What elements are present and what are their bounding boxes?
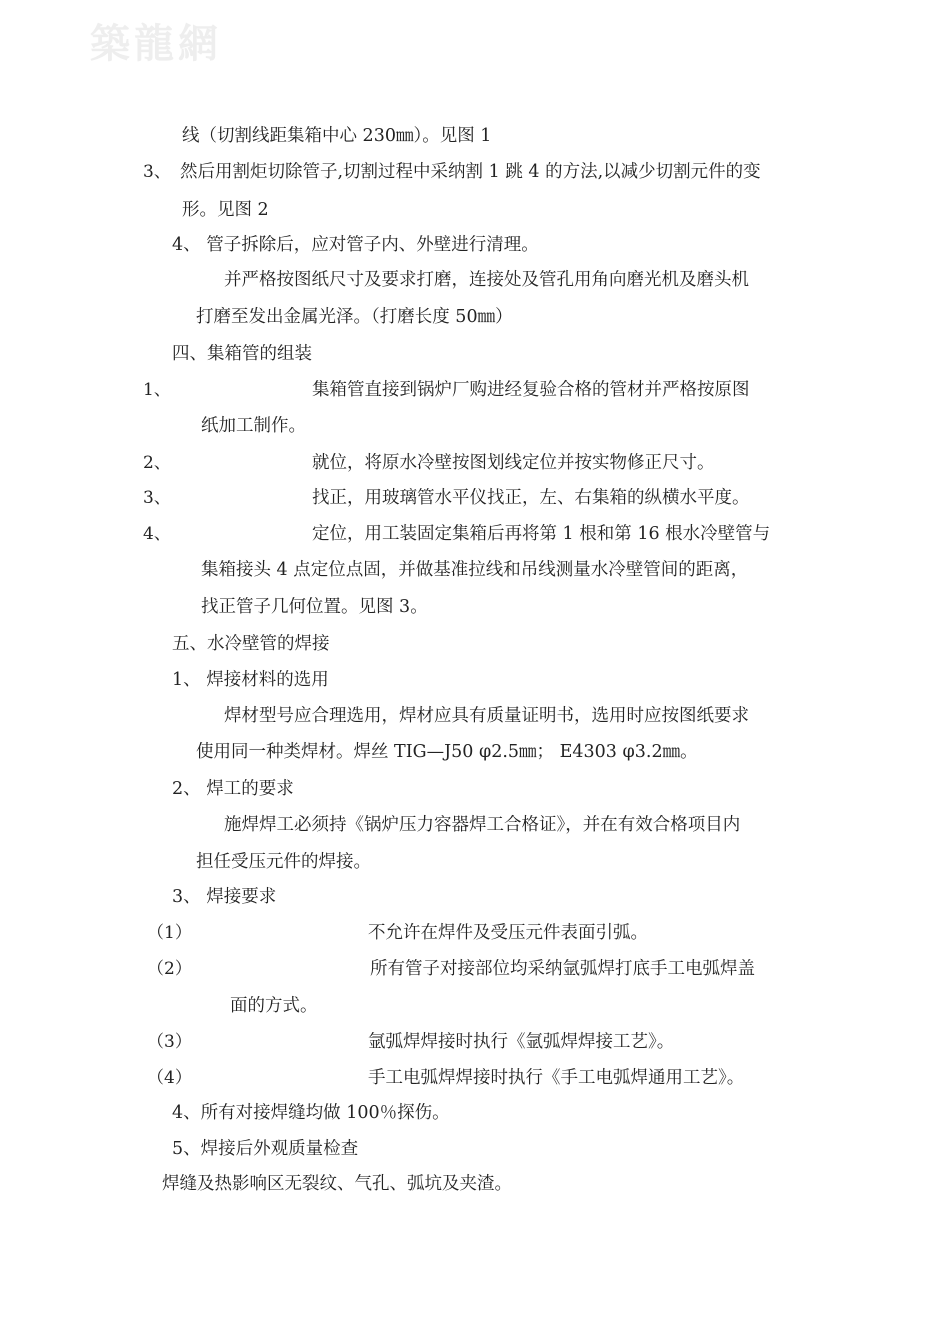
text-line: 4、所有对接焊缝均做 100％探伤。 (172, 1103, 450, 1123)
list-number: （1） (147, 923, 192, 943)
text-line: 打磨至发出金属光泽。（打磨长度 50㎜） (196, 307, 513, 327)
text-line: 焊材型号应合理选用，焊材应具有质量证明书，选用时应按图纸要求 (224, 706, 749, 726)
text-line: 面的方式。 (230, 996, 318, 1016)
text-line: 担任受压元件的焊接。 (196, 852, 371, 872)
list-number: 1、 (143, 380, 171, 400)
text-line: 找正管子几何位置。见图 3。 (201, 597, 428, 617)
text-line: 定位，用工装固定集箱后再将第 1 根和第 16 根水冷壁管与 (312, 524, 771, 544)
list-number: （4） (147, 1068, 192, 1088)
text-line: 手工电弧焊焊接时执行《手工电弧焊通用工艺》。 (368, 1068, 745, 1088)
list-number: 2、 (143, 453, 171, 473)
text-line: 施焊焊工必须持《锅炉压力容器焊工合格证》，并在有效合格项目内 (224, 815, 741, 835)
text-line: 集箱管直接到锅炉厂购进经复验合格的管材并严格按原图 (312, 380, 750, 400)
text-line: 找正，用玻璃管水平仪找正，左、右集箱的纵横水平度。 (312, 488, 750, 508)
text-line: 4、 管子拆除后，应对管子内、外壁进行清理。 (172, 235, 539, 255)
text-line: 就位，将原水冷壁按图划线定位并按实物修正尺寸。 (312, 453, 715, 473)
watermark-logo: 築龍網 (90, 20, 222, 67)
text-line: 5、焊接后外观质量检查 (172, 1139, 359, 1159)
subsection-heading: 3、 焊接要求 (172, 887, 277, 907)
text-line: 氩弧焊焊接时执行《氩弧焊焊接工艺》。 (368, 1032, 675, 1052)
subsection-heading: 2、 焊工的要求 (172, 779, 294, 799)
text-line: 并严格按图纸尺寸及要求打磨，连接处及管孔用角向磨光机及磨头机 (224, 270, 749, 290)
text-line: 使用同一种类焊材。焊丝 TIG—J50 φ2.5㎜； E4303 φ3.2㎜。 (196, 742, 698, 762)
section-heading: 四、集箱管的组装 (172, 344, 312, 364)
text-line: 纸加工制作。 (201, 416, 306, 436)
text-line: 所有管子对接部位均采纳氩弧焊打底手工电弧焊盖 (370, 959, 755, 979)
text-line: 焊缝及热影响区无裂纹、气孔、弧坑及夹渣。 (162, 1174, 512, 1194)
list-number: 3、 (143, 488, 171, 508)
list-number: （2） (147, 959, 192, 979)
section-heading: 五、水冷壁管的焊接 (172, 634, 330, 654)
list-number: 3、 (143, 162, 171, 182)
list-number: （3） (147, 1032, 192, 1052)
text-line: 线（切割线距集箱中心 230㎜）。见图 1 (182, 126, 492, 146)
text-line: 不允许在焊件及受压元件表面引弧。 (368, 923, 648, 943)
text-line: 然后用割炬切除管子,切割过程中采纳割 1 跳 4 的方法,以减少切割元件的变 (180, 162, 761, 182)
text-line: 集箱接头 4 点定位点固，并做基准拉线和吊线测量水冷壁管间的距离， (201, 560, 749, 580)
text-line: 形。见图 2 (182, 200, 269, 220)
list-number: 4、 (143, 524, 171, 544)
subsection-heading: 1、 焊接材料的选用 (172, 670, 329, 690)
